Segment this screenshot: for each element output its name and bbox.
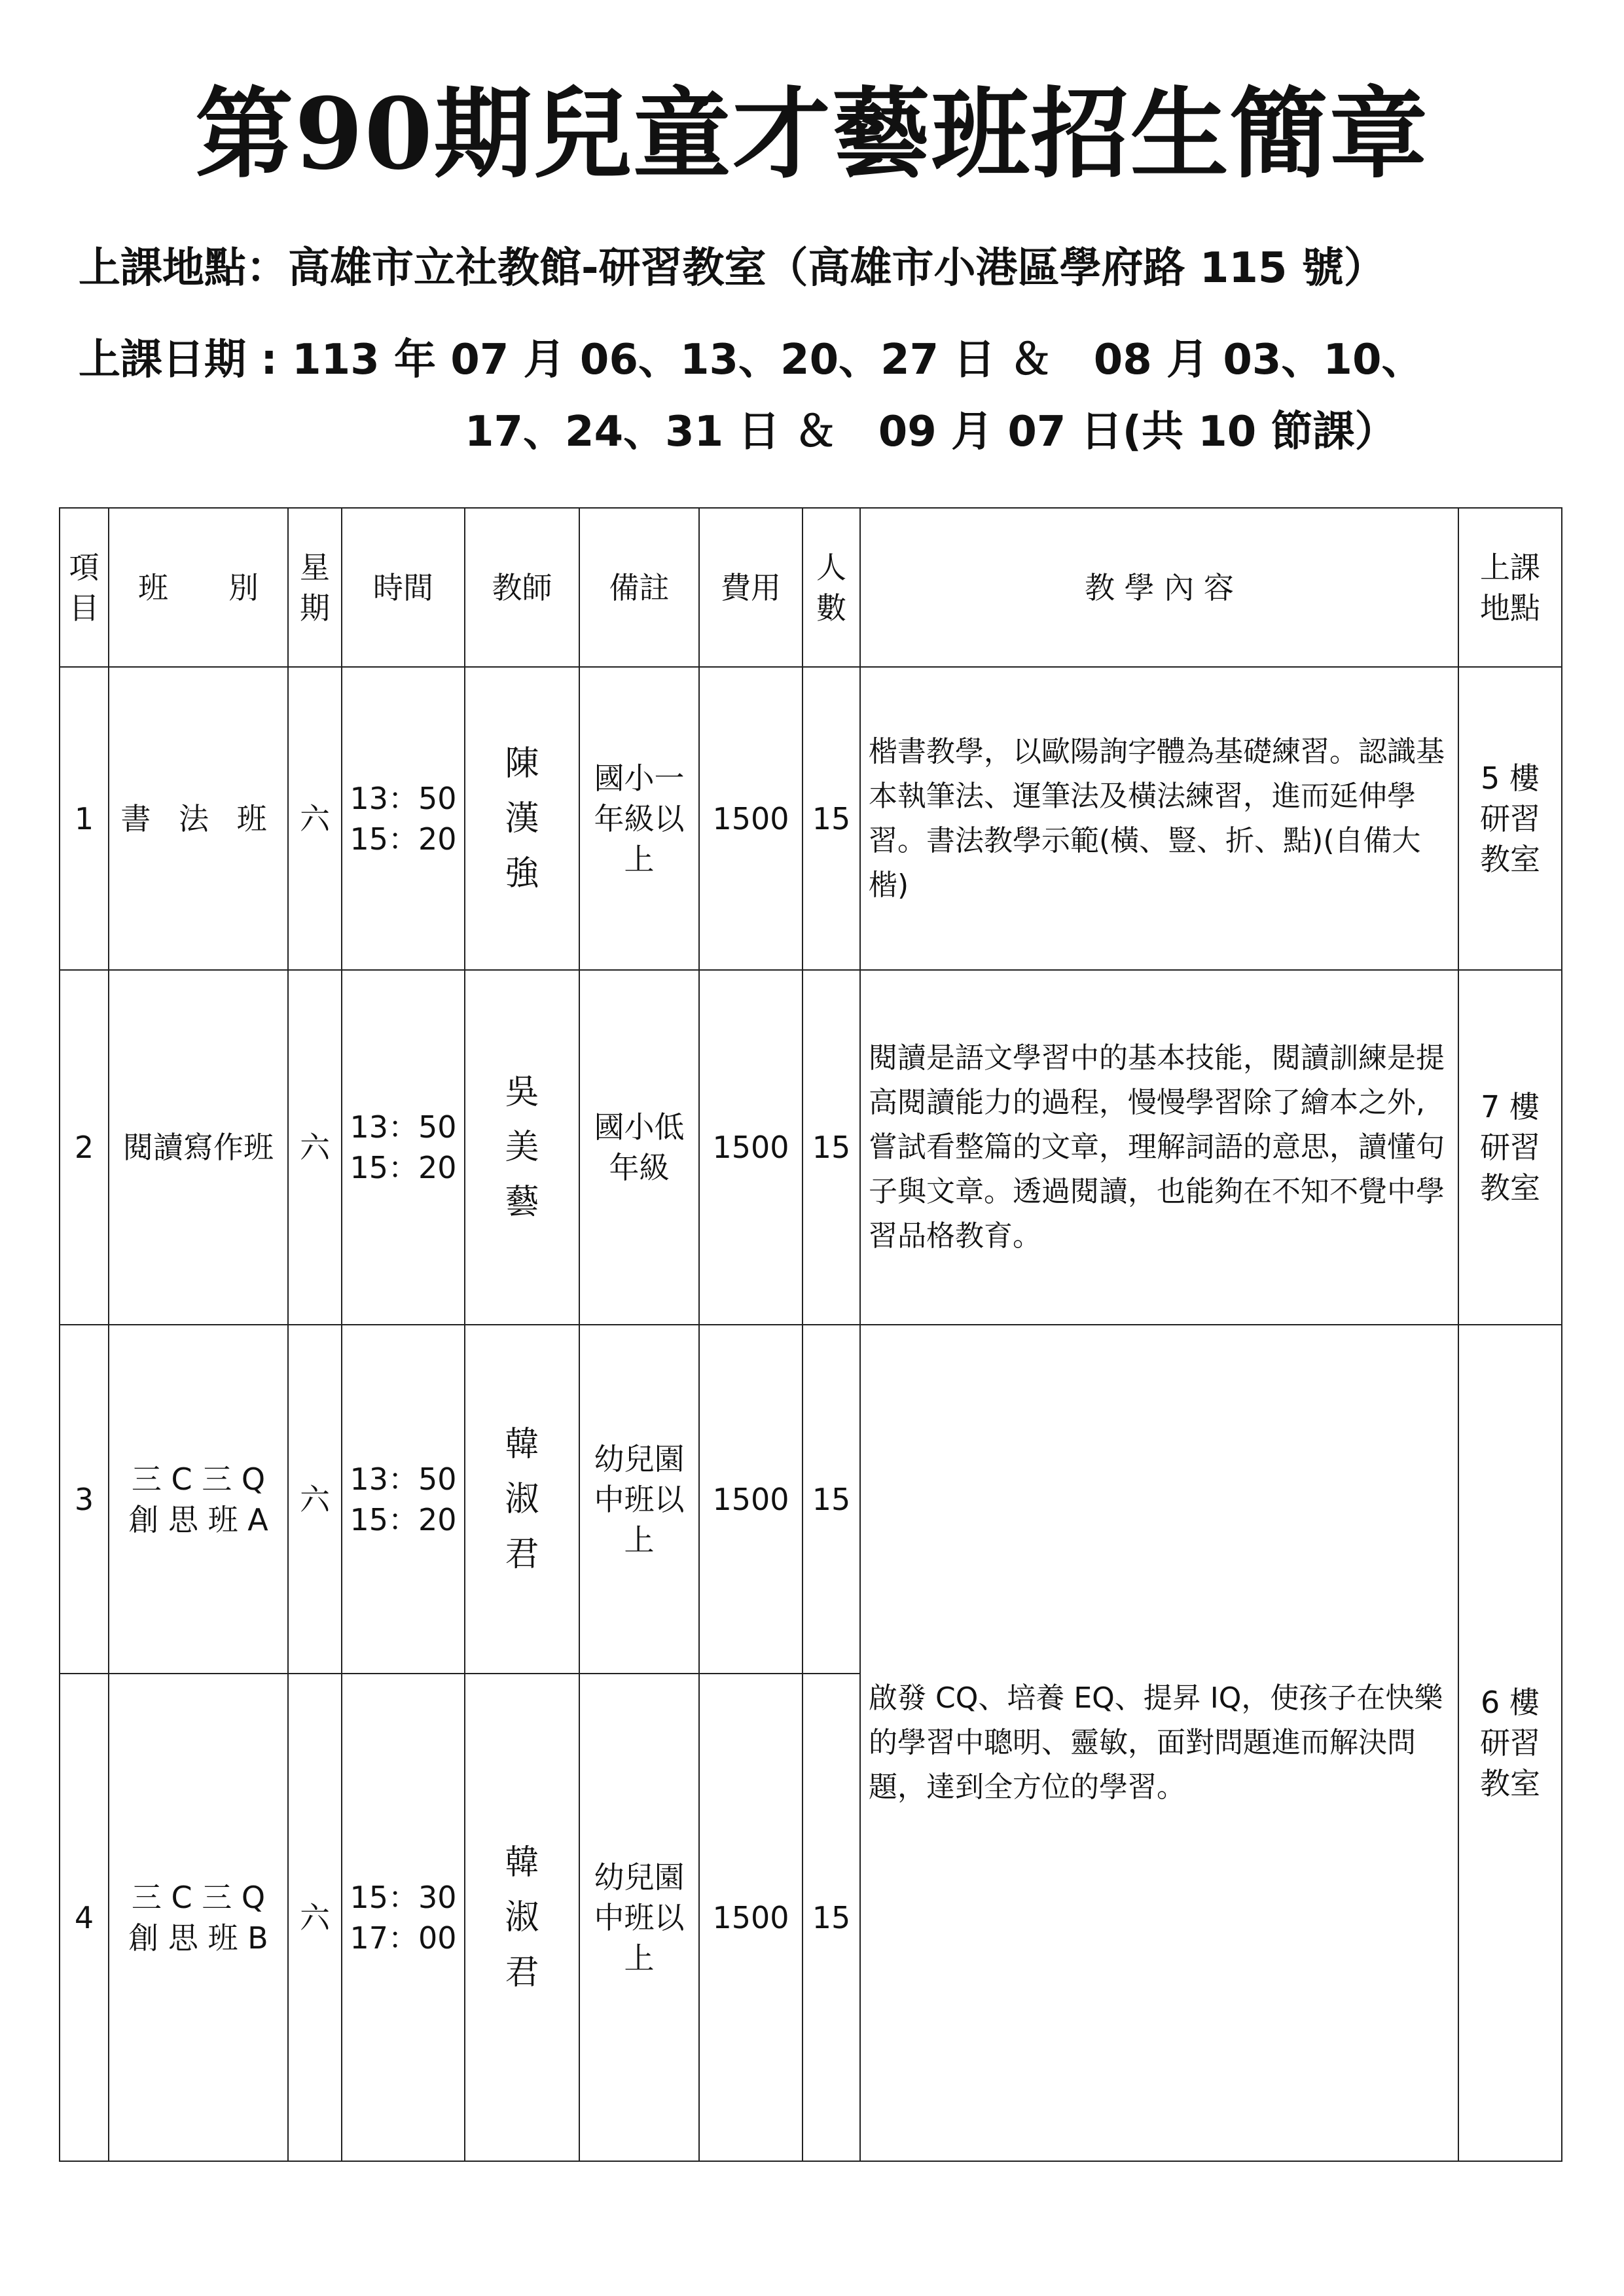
table-row: [60, 1325, 1562, 1674]
cell-fee: 1500: [699, 970, 803, 1325]
cell-item: 3: [60, 1325, 109, 1674]
cell-seats: 15: [803, 667, 860, 970]
cell-weekday: 六: [288, 970, 342, 1325]
cell-weekday: 六: [288, 1325, 342, 1674]
cell-teacher: 吳美藝: [465, 970, 579, 1325]
cell-fee: 1500: [699, 1674, 803, 2161]
cell-seats: 15: [803, 1674, 860, 2161]
time-end: 15：20: [350, 1150, 457, 1185]
header-fee: 費用: [699, 508, 803, 667]
time-start: 15：30: [350, 1879, 457, 1915]
header-room: 上課地點: [1458, 508, 1562, 667]
cell-item: 2: [60, 970, 109, 1325]
cell-fee: 1500: [699, 667, 803, 970]
cell-teacher: 韓淑君: [465, 1674, 579, 2161]
header-teacher: 教師: [465, 508, 579, 667]
cell-teacher: 陳漢強: [465, 667, 579, 970]
header-content: 教 學 內 容: [860, 508, 1458, 667]
time-end: 17：00: [350, 1920, 457, 1956]
cell-weekday: 六: [288, 667, 342, 970]
cell-item: 1: [60, 667, 109, 970]
cell-class: 閱讀寫作班: [109, 970, 288, 1325]
cell-room: 7 樓研習教室: [1458, 970, 1562, 1325]
header-seats: 人數: [803, 508, 860, 667]
cell-seats: 15: [803, 970, 860, 1325]
cell-time: [342, 1325, 465, 1674]
date-line-1: 上課日期 : 113 年 07 月 06、13、20、27 日 ＆ 08 月 03、10、: [79, 336, 1424, 384]
header-weekday: 星期: [288, 508, 342, 667]
cell-class: [109, 1674, 288, 2161]
table-row: [60, 667, 1562, 970]
header-time: 時間: [342, 508, 465, 667]
cell-time: [342, 970, 465, 1325]
cell-class: 書 法 班: [109, 667, 288, 970]
cell-content: 閱讀是語文學習中的基本技能，閱讀訓練是提高閱讀能力的過程，慢慢學習除了繪本之外,嘗試看整篇的文章，理解詞語的意思，讀懂句子與文章。透過閱讀，也能夠在不知不覺中學習品格教育。: [860, 970, 1458, 1325]
header-note: 備註: [579, 508, 699, 667]
cell-weekday: 六: [288, 1674, 342, 2161]
cell-note: 幼兒園中班以上: [579, 1325, 699, 1674]
cell-note: 幼兒園中班以上: [579, 1674, 699, 2161]
class-line-2: 創 思 班 A: [128, 1501, 268, 1537]
class-line-2: 創 思 班 B: [128, 1920, 268, 1956]
cell-time: [342, 667, 465, 970]
page-title: 第90期兒童才藝班招生簡章: [195, 77, 1429, 192]
location-line: 上課地點：高雄市立社教館-研習教室（高雄市小港區學府路 115 號）: [79, 244, 1386, 293]
time-start: 13：50: [350, 1109, 457, 1145]
time-end: 15：20: [350, 1501, 457, 1537]
date-line-2: 17、24、31 日 ＆ 09 月 07 日(共 10 節課）: [465, 408, 1397, 456]
time-start: 13：50: [350, 1461, 457, 1497]
cell-time: [342, 1674, 465, 2161]
cell-content-shared: 啟發 CQ、培養 EQ、提昇 IQ，使孩子在快樂的學習中聰明、靈敏，面對問題進而解決問題，達到全方位的學習。: [860, 1325, 1458, 2161]
header-row: [60, 508, 1562, 667]
cell-teacher: 韓淑君: [465, 1325, 579, 1674]
cell-note: 國小低年級: [579, 970, 699, 1325]
time-end: 15：20: [350, 821, 457, 857]
cell-fee: 1500: [699, 1325, 803, 1674]
header-item: 項目: [60, 508, 109, 667]
cell-class: [109, 1325, 288, 1674]
cell-item: 4: [60, 1674, 109, 2161]
cell-room: 5 樓研習教室: [1458, 667, 1562, 970]
cell-room-shared: 6 樓研習教室: [1458, 1325, 1562, 2161]
class-schedule-table: [59, 507, 1562, 2162]
time-start: 13：50: [350, 780, 457, 816]
cell-note: 國小一年級以上: [579, 667, 699, 970]
cell-seats: 15: [803, 1325, 860, 1674]
class-line-1: 三 C 三 Q: [131, 1461, 266, 1497]
cell-content: 楷書教學，以歐陽詢字體為基礎練習。認識基本執筆法、運筆法及橫法練習，進而延伸學習。書法教學示範(橫、豎、折、點)(自備大楷): [860, 667, 1458, 970]
table-row: [60, 970, 1562, 1325]
class-line-1: 三 C 三 Q: [131, 1879, 266, 1915]
header-class: 班 別: [109, 508, 288, 667]
